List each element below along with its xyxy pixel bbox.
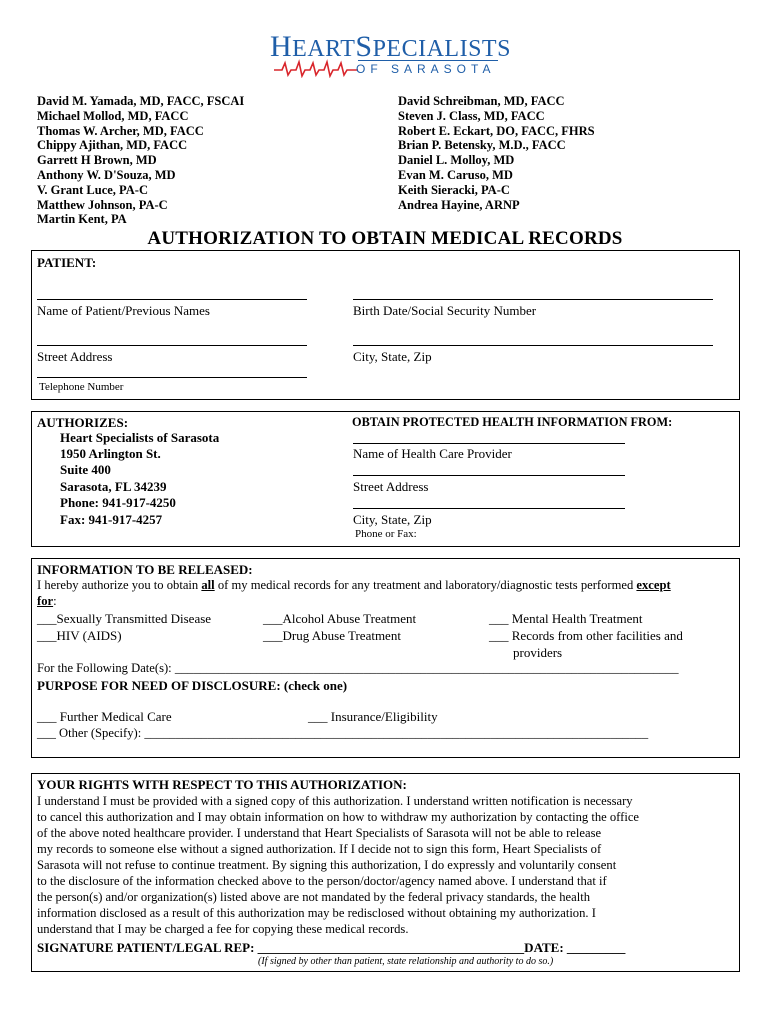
provider-name-field[interactable] bbox=[353, 443, 625, 444]
release-intro-text: I hereby authorize you to obtain bbox=[37, 578, 202, 592]
signature-date-field[interactable]: SIGNATURE PATIENT/LEGAL REP: _________________________________________DATE: _________ bbox=[37, 940, 626, 955]
authorizes-address2: Suite 400 bbox=[60, 462, 111, 477]
physician-name: Keith Sieracki, PA-C bbox=[398, 182, 510, 197]
logo-letter: H bbox=[270, 30, 293, 63]
rights-line: Sarasota will not refuse to continue treatment. By signing this authorization, I do expressly and voluntarily consent bbox=[37, 858, 617, 872]
option-other-records[interactable]: ___ Records from other facilities and bbox=[489, 628, 683, 643]
physician-name: Robert E. Eckart, DO, FACC, FHRS bbox=[398, 123, 595, 138]
physician-name: Martin Kent, PA bbox=[37, 212, 127, 227]
release-colon: : bbox=[53, 594, 57, 608]
rights-line: I understand I must be provided with a signed copy of this authorization. I understand written notification is necessary bbox=[37, 794, 633, 808]
dates-field[interactable]: For the Following Date(s): ________________________________________________________________________________ bbox=[37, 661, 679, 675]
logo-letter: S bbox=[355, 30, 373, 63]
option-hiv[interactable]: ___HIV (AIDS) bbox=[37, 628, 122, 643]
physician-name: Daniel L. Molloy, MD bbox=[398, 153, 515, 168]
physician-name: Andrea Hayine, ARNP bbox=[398, 197, 520, 212]
rights-line: my records to someone else without a signed authorization. If I decide not to sign this form, Heart Specialists of bbox=[37, 842, 602, 856]
option-further-care[interactable]: ___ Further Medical Care bbox=[37, 709, 172, 724]
release-all-emphasis: all bbox=[201, 578, 215, 592]
birth-date-field[interactable] bbox=[353, 299, 713, 300]
physician-name: Anthony W. D'Souza, MD bbox=[37, 167, 176, 182]
physician-name: Steven J. Class, MD, FACC bbox=[398, 108, 545, 123]
provider-street-label: Street Address bbox=[353, 479, 429, 494]
option-other-records-cont: providers bbox=[513, 645, 563, 660]
rights-line: to cancel this authorization and I may obtain information on how to withdraw my authorization by contacting the office bbox=[37, 810, 640, 824]
release-intro-text: of my medical records for any treatment and laboratory/diagnostic tests performed bbox=[214, 578, 637, 592]
physician-name: Chippy Ajithan, MD, FACC bbox=[37, 138, 188, 153]
provider-name-label: Name of Health Care Provider bbox=[353, 446, 512, 461]
patient-street-label: Street Address bbox=[37, 349, 113, 364]
logo-divider bbox=[358, 60, 498, 61]
provider-city-label: City, State, Zip bbox=[353, 512, 432, 527]
logo-letters: EART bbox=[292, 36, 356, 62]
patient-phone-field[interactable] bbox=[37, 377, 307, 378]
physician-name: Thomas W. Archer, MD, FACC bbox=[37, 123, 204, 138]
purpose-heading: PURPOSE FOR NEED OF DISCLOSURE: (check one) bbox=[37, 678, 348, 693]
rights-heading: YOUR RIGHTS WITH RESPECT TO THIS AUTHORIZATION: bbox=[37, 777, 407, 792]
release-intro-cont bbox=[37, 594, 57, 609]
release-except-emphasis: except bbox=[636, 578, 671, 592]
authorizes-city: Sarasota, FL 34239 bbox=[60, 479, 167, 494]
rights-line: the person(s) and/or organization(s) listed above are not mandated by the federal privacy standards, the health bbox=[37, 890, 590, 904]
authorizes-org: Heart Specialists of Sarasota bbox=[60, 430, 220, 445]
provider-city-field[interactable] bbox=[353, 508, 625, 509]
physician-name: David M. Yamada, MD, FACC, FSCAI bbox=[37, 94, 245, 108]
patient-street-field[interactable] bbox=[37, 345, 307, 346]
patient-heading: PATIENT: bbox=[37, 255, 97, 270]
logo-letters: PECIALISTS bbox=[372, 36, 511, 62]
release-intro bbox=[37, 578, 671, 593]
physician-name: Michael Mollod, MD, FACC bbox=[37, 108, 189, 123]
authorizes-address1: 1950 Arlington St. bbox=[60, 446, 161, 461]
option-alcohol[interactable]: ___Alcohol Abuse Treatment bbox=[263, 611, 417, 626]
patient-phone-label: Telephone Number bbox=[39, 381, 124, 393]
birth-date-label: Birth Date/Social Security Number bbox=[353, 303, 537, 318]
physician-name: V. Grant Luce, PA-C bbox=[37, 182, 148, 197]
obtain-from-heading: OBTAIN PROTECTED HEALTH INFORMATION FROM: bbox=[352, 415, 673, 429]
rights-paragraph bbox=[37, 793, 737, 937]
patient-name-field[interactable] bbox=[37, 299, 307, 300]
physician-name: Brian P. Betensky, M.D., FACC bbox=[398, 138, 566, 153]
provider-phone-label: Phone or Fax: bbox=[355, 528, 417, 540]
patient-name-label: Name of Patient/Previous Names bbox=[37, 303, 210, 318]
physician-name: David Schreibman, MD, FACC bbox=[398, 94, 565, 108]
provider-street-field[interactable] bbox=[353, 475, 625, 476]
authorizes-phone: Phone: 941-917-4250 bbox=[60, 495, 176, 510]
option-drug[interactable]: ___Drug Abuse Treatment bbox=[263, 628, 401, 643]
physicians-left-list bbox=[37, 94, 244, 227]
authorizes-heading: AUTHORIZES: bbox=[37, 415, 129, 430]
physicians-right-list bbox=[398, 94, 595, 212]
physician-name: Matthew Johnson, PA-C bbox=[37, 197, 168, 212]
physician-name: Garrett H Brown, MD bbox=[37, 153, 157, 168]
form-title: AUTHORIZATION TO OBTAIN MEDICAL RECORDS bbox=[147, 228, 623, 249]
authorizes-fax: Fax: 941-917-4257 bbox=[60, 512, 163, 527]
release-heading: INFORMATION TO BE RELEASED: bbox=[37, 562, 253, 577]
option-insurance[interactable]: ___ Insurance/Eligibility bbox=[308, 709, 438, 724]
release-for-emphasis: for bbox=[37, 594, 54, 608]
rights-line: understand that I may be charged a fee for copying these medical records. bbox=[37, 922, 409, 936]
rights-line: to the disclosure of the information checked above to the person/doctor/agency named above. I understand that if bbox=[37, 874, 607, 888]
option-mental-health[interactable]: ___ Mental Health Treatment bbox=[489, 611, 643, 626]
ekg-heartbeat-icon bbox=[274, 58, 358, 78]
logo-subtitle: OF SARASOTA bbox=[356, 62, 496, 76]
physician-name: Evan M. Caruso, MD bbox=[398, 167, 513, 182]
signature-note: (If signed by other than patient, state relationship and authority to do so.) bbox=[258, 956, 554, 967]
option-std[interactable]: ___Sexually Transmitted Disease bbox=[37, 611, 212, 626]
option-other-specify[interactable]: ___ Other (Specify): ________________________________________________________________________________ bbox=[37, 726, 649, 740]
rights-line: information disclosed as a result of this authorization may be redisclosed without obtaining my authorization. I bbox=[37, 906, 596, 920]
rights-line: of the above noted healthcare provider. I understand that Heart Specialists of Sarasota will not be able to release bbox=[37, 826, 602, 840]
patient-city-label: City, State, Zip bbox=[353, 349, 432, 364]
patient-city-field[interactable] bbox=[353, 345, 713, 346]
